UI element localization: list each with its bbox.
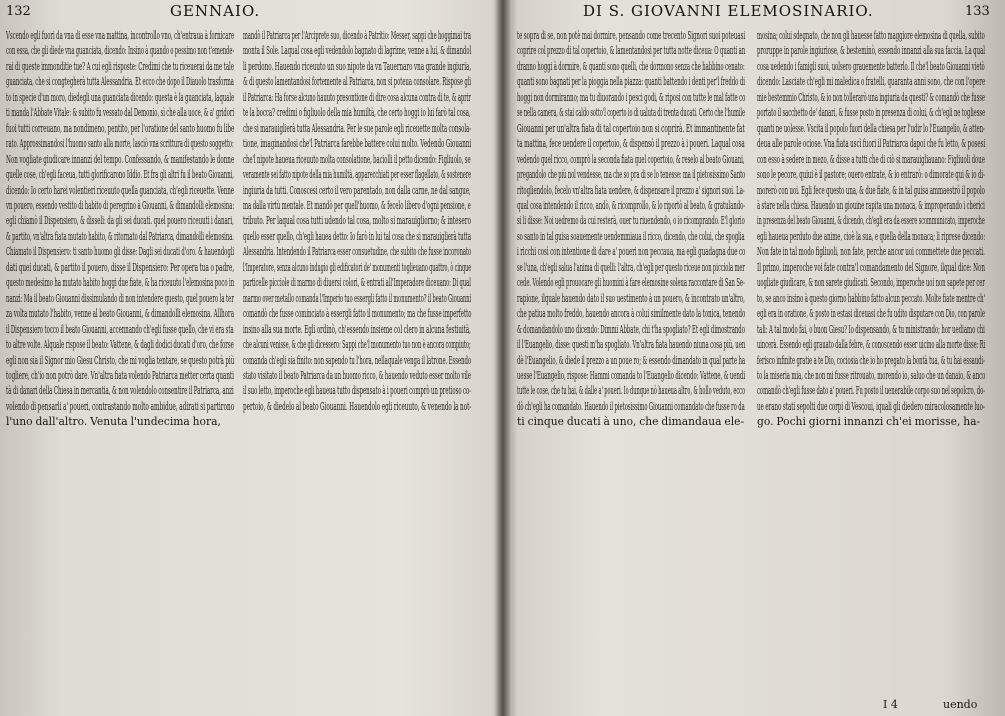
text-line: ue erano stati sepolti due corpi di Vescoui, iquali gli diedero miracolosamente luo- xyxy=(757,399,985,413)
text-line: & partito, vn'altra fiata mutato habito, & ritornato dal Patriarca, dimandolli elemosina. xyxy=(6,229,234,243)
text-line: togliere, ch'io non potrò dare. Vn'altra fiata volendo Patriarca metter certa quanti xyxy=(6,368,234,382)
text-line: uincerà. Essendo egli grauato dalla febre, & conoscendo esser uicino alla morte disse: Ri xyxy=(757,338,986,352)
text-line: in presenza del beato Giouanni, & dicendo, ch'egli era da essere scommunicato, imperoche xyxy=(757,214,985,228)
text-line: vedendo quel ricco, comprò la seconda fiata quel copertoio, & reselo al beato Giouani, xyxy=(517,152,745,166)
text-line: ta mattina, fece uendere il copertoio, & dispensò il prezzo à i poueri. Laqual cosa xyxy=(517,137,745,151)
text-line: il Dispensiero tocco il beato Giouanni, accennando ch'egli fusse quello, che vi era sta xyxy=(6,322,234,336)
text-line: egli haueua perduto due anime, cioè la sua, e quella della monaca; li riprese dicendo: xyxy=(757,229,986,243)
text-line: tione, imaginandosi che'l Patriarca farebbe battere colui molto. Vedendo Giouanni xyxy=(243,137,472,151)
text-line: uogliate giudicare, & non sarete giudicati. Secondo, imperoche uoi non sapete per cer xyxy=(757,276,985,290)
text-line: tà di danari della Chiesa in mercantia, & non volendolo consentire il Patriarca, anzi xyxy=(6,384,234,398)
text-line: proruppe in parole ingiuriose, & besteminò, essendo innanzi alla sua faccia. La qual xyxy=(757,44,986,58)
text-line: tali: A tal modo fai, o buon Giesu? Io dispensando, & tu ministrando; hor uediamo chi xyxy=(757,322,985,336)
book-gutter xyxy=(495,0,511,716)
text-line: vn pouero, essendo vestito di habito di peregrino à Giouanni, & dimandolli elemosina: xyxy=(6,198,235,212)
text-line: particelle picciole di marmo di diuersi colori, & entrati all'Imperadore diceuano: Di qual xyxy=(243,276,471,290)
text-line: cede. Volendo egli prouocare gli huomini à fare elemosine soleua raccontare di San Se- xyxy=(517,276,745,290)
text-line: pertoio, & diedelo al beato Giouanni. Hauendolo egli riceuuto, & venendo la not- xyxy=(243,399,472,413)
text-line: il l'Euangelio, disse: questi m'ha spogliato. Vn'altra fiata hauendo niuna cosa più, uen xyxy=(517,338,746,352)
text-line: quello esser quello, ch'egli hauea detto: Io farò in lui tal cosa che si marauiglierà tutta xyxy=(243,229,472,243)
text-line: rai di queste immonditie tue? A cui egli risposte: Credimi che tu riceuerai da me tale xyxy=(6,59,234,73)
text-line: fuoi tutti correuano, ma nondimeno, pentito, per l'oratione del santo huomo fu libe xyxy=(6,121,235,135)
text-line: ti manda l'Abbate Vitale: & subito fu vessato dal Demonio, sì che alla uoce, & a' gridori xyxy=(6,106,235,120)
text-line: coprire col prezzo di tal copertoio, & lamentandosi per tutta notte diceua: O quanti an xyxy=(517,44,746,58)
running-head: GENNAIO. xyxy=(170,2,261,20)
text-line: ferisco infinite gratie a te Dio, cociosia che io ho pregato la bontà tua, & tu hai essaudi- xyxy=(757,353,985,367)
page-number: 132 xyxy=(6,4,31,19)
text-line: si li disse: Noi uedremo da cui resterà, ouer tu riuendendo, o io ricomprando. E'l glorio xyxy=(517,214,745,228)
text-line: qual cosa intendendo il ricco, andò, & ricomprollo, & lo riportò al beato, & gratulando- xyxy=(517,198,745,212)
text-column-left xyxy=(6,28,234,430)
text-line: con esso à sedere in mezo, & disse a tutti che di ciò si marauigliauano: Figliuoli doue xyxy=(757,152,985,166)
text-line: l'Imperatore, senza alcuno indugio gli edificatori de' monumenti toglieuano quattro, ò cinque xyxy=(243,260,472,274)
text-line: mandò il Patriarca per l'Arciprete suo, dicendo à Patritio: Messer, sappi che hoggimai tra xyxy=(243,29,471,42)
text-line: rato. Approssimandosi l'huomo santo alla morte, lasciò vna scrittura di questo soggetto: xyxy=(6,137,234,151)
text-line: dicendo: Lasciate ch'egli mi maledica o fratelli, quaranta anni sono, che con l'opere xyxy=(757,75,986,89)
text-column-left xyxy=(517,28,745,430)
text-line: ti cinque ducati à uno, che dimandaua ele- xyxy=(517,415,745,429)
text-line: to, se anco insino à questo giorno habbino fatto alcun peccato. Molte fiate mentre ch' xyxy=(757,291,985,305)
text-line: uesse l'Euangelio, rispose: Hammi comanda to l'Euangelio dicendo: Vattene, & uendi xyxy=(517,368,746,382)
text-column-right xyxy=(757,28,985,430)
text-line: Non fate in tal modo figliuoli, non fate, perche ancor uoi commettete due peccati. xyxy=(757,245,985,259)
text-line: marmo over metallo comanda l'Imperio tuo essergli fatto il monumento? il beato Giouanni xyxy=(243,291,472,305)
text-line: nanzi: Ma il beato Giouanni dissimulando di non intendere questo, quel pouero la ter xyxy=(6,291,234,305)
text-line: dò ch'egli ha comandato. Hauendo il pietosissimo Giouanni comandato che fusse ro da xyxy=(517,399,745,413)
text-line: tributo. Per laqual cosa tutti udendo tal cosa, molto si marauigliorno; & intesero xyxy=(243,214,471,228)
text-line: se nella camera, & stai caldo sotto'l coperto io di ualuta di trenta ducati. Certo che l'humile xyxy=(517,106,745,120)
text-line: con essa, che gli diede vna guanciata, dicendo: Insino à quando o pessimo non t'emende- xyxy=(6,44,235,58)
text-line: l'uno dall'altro. Venuta l'undecima hora, xyxy=(6,415,221,429)
text-line: che'l nipote haueua riceuuto molta consolatione, baciolli il petto dicendo: Figliuolo, se xyxy=(243,152,471,166)
text-column-right xyxy=(243,28,471,414)
text-line: tutte le cose, che tu hai, & dalle a' poueri. Io dunque nò haueua altro, & hollo veduto, ecco xyxy=(517,384,746,398)
text-line: che patiua molto freddo, hauendo ancora à colui similmente dato la tonica, tenendo xyxy=(517,307,746,321)
text-line: monta il Sole. Laqual cosa egli vedendolo bagnato di lagrime, venne a lui, & dimandol xyxy=(243,44,472,58)
page-number: 133 xyxy=(965,4,990,19)
text-line: Vscendo egli fuori da vna di esse vna mattina, incontrollo vno, ch'entraua à fornicare xyxy=(6,29,235,42)
text-line: Giouanni per un'altra fiata di tal copertoio non si coprirà. Et immantinente fat xyxy=(517,121,745,135)
text-line: to altre volte. Alquale rispose il beato: Vattene, & dagli dodici ducati d'oro, che forse xyxy=(6,338,234,352)
text-line: Il primo, imperoche voi fate contra'l comandamento del Signore, ilqual dice: Non xyxy=(757,260,986,274)
text-line: dati quei ducati, & partito il pouero, disse il Dispensiero: Per opera tua o padre, xyxy=(6,260,235,274)
text-line: deua alle parole ociose. Vna fiata uscì fuori il Patriarca dapoi che fu letto, & posesi xyxy=(757,137,986,151)
text-line: dicendo: Io certo harei volentieri riceuuto quella guanciata, ch'egli riceuette. Venne xyxy=(6,183,235,197)
text-line: morerò con uoi. Egli fece questo una, & due fiate, & in tal guisa ammaestrò il popolo xyxy=(757,183,985,197)
text-line: te sopra di se, non potè mai dormire, pensando come trecento Signori suoi poteuasi xyxy=(517,29,746,42)
text-line: sono le pecore, quiui è il pastore; ouero entrate, & io entrarò: o dimorate qui & io di- xyxy=(757,168,985,182)
text-line: & domandandolo uno dicendo: Dimmi Abbate, chi t'ha spogliato? Et egli dimostrando xyxy=(517,322,745,336)
text-line: guanciata, che si congtegherà tutta Alessandria. Et ecco che dopo il Diauolo trasforma xyxy=(6,75,234,89)
text-line: se l'una, ch'egli salua l'anima di quelli: l'altra, ch'egli per questo riceue non picciola mer xyxy=(517,260,745,274)
text-line: i ricchi così con intentione di dare a' poueri non peccaua, ma egli guadagna due co xyxy=(517,245,746,259)
text-line: li perdono. Hauendo riceuuto un suo nipote da vn Tauernaro vna grande ingiuria, xyxy=(243,59,472,73)
catchword: uendo xyxy=(943,698,978,711)
text-line: Non vogliate giudicare innanzi del tempo. Confessando, & manifestando le donne xyxy=(6,152,235,166)
text-line: ingiuria da tutti. Conoscesi certo il vero parentado, non dalla carne, ne dal sangue, xyxy=(243,183,471,197)
text-line: egli era in oratione, & posto in estasi diceuasi che fu udito disputare con Dio, con parole xyxy=(757,307,985,321)
text-line: che alcuni venisse, & che gli dicessero: Sappi che'l monumento tuo non è ancora compiuto; xyxy=(243,338,471,352)
text-line: veramente sei fatto nipote della mia humiltà, apparecchiati per esser flagellato, & sostenere xyxy=(243,168,472,182)
text-line: quanti ne uolesse. Vscita il popolo fuori della chiesa per l'udir lo l'Euangelio, & atten- xyxy=(757,121,985,135)
text-line: il Patriarca: Ha forse alcuno hauuto presontione di dire cosa alcuna contra di te, & aprir xyxy=(243,90,471,104)
text-line: pregandolo che più nol vendesse, ma che so pra di se lo tenesse: ma il pietosissimo Santo xyxy=(517,168,746,182)
right-page xyxy=(505,0,1005,716)
text-line: volendo di pensarli a' poueri, contrastando molto ambidue, adirati si partirono xyxy=(6,399,235,413)
text-line: portato il sacchetto de' danari, & fusse posto in presenza di colui, & ch'egli ne togliesse xyxy=(757,106,986,120)
text-line: stato visitato il beato Patriarca da un huomo ricco, & hauendo veduto esser molto vile xyxy=(243,368,472,382)
text-line: egli non sia il Signor mio Giesu Christo, che mi voglia tentare, se questo potrà più xyxy=(6,353,235,367)
text-line: Chiamato il Dispensiero: ti santo huomo gli disse: Dagli sei ducati d'oro. & hauendogli xyxy=(6,245,235,259)
text-line: dè l'Euangelio, & diede il prezzo a un poue ro; & essendo dimandato in qual parte ha xyxy=(517,353,746,367)
text-line: à stare nella chiesa. Hauendo un giouine rapita una monaca, & improperando i cherici xyxy=(757,198,985,212)
text-line: quelle cose, ch'egli faceua, tutti glorificarono Iddio. Et fra gli altri fu il beato Giouanni, xyxy=(6,168,234,182)
text-line: Alessandria. Intendendo il Patriarca esser consuetudine, che subito che fusse incoronato xyxy=(243,245,472,259)
text-line: hoggi non dormiranno; ma tu diuorando i pesci godi, & riposi con tutte le mal fatte co xyxy=(517,90,746,104)
text-line: cosa uedendo i famigli suoi, uolsero grauemente batterlo. Il che'l beato Giouanni vietò xyxy=(757,59,985,73)
text-line: dranno hoggi à dormire, & quanti sono quelli, che dormono senza che habbino cenato: xyxy=(517,59,745,73)
text-line: comanda ch'egli sia finito: non sapendo tu l'hora, nellaquale venga il latrone. Essendo xyxy=(243,353,472,367)
text-line: te la bocca? credimi o figliuolo della mia humiltà, che certo hoggi io lui farò tal cosa, xyxy=(243,106,471,120)
running-head: DI S. GIOVANNI ELEMOSINARIO. xyxy=(583,2,874,20)
text-line: egli chiamò il Dispensiero, & disseli: da gli sei ducati. quel pouero riceuuti i danari, xyxy=(6,214,234,228)
text-line: to la miseria mia, che non mi fusse ritrouato, morendo io, saluo che un danaio, & anco xyxy=(757,368,986,382)
text-line: il suo letto, imperoche egli haueua tutto dispensato à i poueri comprò un pretioso co- xyxy=(243,384,472,398)
left-page xyxy=(0,0,500,716)
text-line: questo medesimo ha mutato habito hoggi due fiate, & ha riceuuto l'elemosina poco in xyxy=(6,276,235,290)
text-line: za volta mutato l'habito, venne al beato Giouanni, & dimandolli elemosina. Allhora xyxy=(6,307,234,321)
text-line: & di questo lamentandosi fortemente al Patriarca, non si poteua consolare. Rispose gli xyxy=(243,75,472,89)
text-line: comandò che fusse cominciato à essergli fatto il monumento; ma che fusse imperfetto xyxy=(243,307,472,321)
text-line: insino alla sua morte. Egli ordinò, ch'essendo insieme col clero in alcuna festiuità, xyxy=(243,322,471,336)
signature-mark: I 4 xyxy=(883,698,898,711)
text-line: ma dalla virtù mentale. Et mandò per quell'huomo, & fecelo libero d'ogni pensione, e xyxy=(243,198,471,212)
text-line: go. Pochi giorni innanzi ch'ei morisse, ha- xyxy=(757,415,981,429)
text-line: che si marauiglierà tutta Alessandria. Per le sue parole egli riceuette molta consola- xyxy=(243,121,472,135)
text-line: ritogliendolo, fecelo vn'altra fiata uendere, & dispensare il prezzo a' signori suoi. La- xyxy=(517,183,745,197)
text-line: mosina; colui sdegnato, che non gli hauesse fatto maggiore elemosina di quella, subito xyxy=(757,29,985,42)
text-line: mie bestemmio Christo, & io non tollerarò una ingiuria da questi? & comandò che fusse xyxy=(757,90,986,104)
text-line: rapione, ilquale hauendo dato il suo uestimento à un pouero, & incontrato un'altro, xyxy=(517,291,745,305)
text-line: comandò ch'egli fusse dato a' poueri. Fu posto il uenerabile corpo suo nel sepolcro, do- xyxy=(757,384,986,398)
text-line: quanti sono bagnati per la pioggia nella piazza: quanti battendo i denti per'l freddo di xyxy=(517,75,745,89)
text-line: so santo in tal guisa soauemente uendemmiaua il ricco, dicendo, che colui, che spoglia xyxy=(517,229,745,243)
text-line: to in specie d'un moro, diedegli una guanciata dicendo: questa è la guanciata, laquale xyxy=(6,90,235,104)
